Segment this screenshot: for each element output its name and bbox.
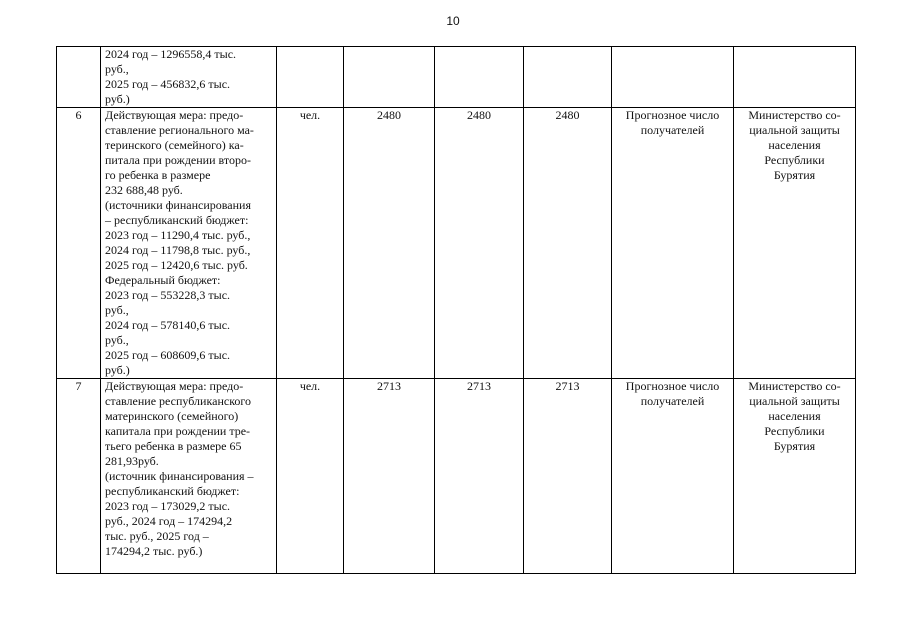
page-number: 10: [446, 14, 460, 28]
description-line: тьего ребенка в размере 65: [105, 439, 242, 453]
description-line: Действующая мера: предо-: [105, 108, 244, 122]
description-line: ставление республиканского: [105, 394, 252, 408]
description-line: питала при рождении второ-: [105, 153, 251, 167]
description-line: руб.): [105, 92, 130, 106]
org-line: Министерство со-: [748, 108, 841, 122]
row-number-cell: [57, 47, 101, 108]
description-line: 2023 год – 553228,3 тыс.: [105, 288, 231, 302]
description-line: Федеральный бюджет:: [105, 273, 221, 287]
unit-cell: [277, 47, 344, 108]
description-line: капитала при рождении тре-: [105, 424, 251, 438]
org-line: населения: [768, 138, 821, 152]
description-line: 2023 год – 173029,2 тыс.: [105, 499, 231, 513]
value-cell-2025: 2480: [524, 108, 612, 379]
note-line: получателей: [640, 123, 705, 137]
description-line: республиканский бюджет:: [105, 484, 240, 498]
measures-table: [56, 46, 856, 574]
org-line: циальной защиты: [749, 123, 840, 137]
description-line: го ребенка в размере: [105, 168, 211, 182]
description-line: теринского (семейного) ка-: [105, 138, 244, 152]
description-line: ставление регионального ма-: [105, 123, 254, 137]
description-line: 2025 год – 608609,6 тыс.: [105, 348, 231, 362]
note-line: получателей: [640, 394, 705, 408]
description-line: (источник финансирования –: [105, 469, 254, 483]
description-line: 2025 год – 12420,6 тыс. руб.: [105, 258, 248, 272]
description-line: 2023 год – 11290,4 тыс. руб.,: [105, 228, 251, 242]
description-line: 232 688,48 руб.: [105, 183, 183, 197]
org-line: населения: [768, 409, 821, 423]
table-row: [57, 379, 856, 574]
org-line: Республики: [764, 153, 825, 167]
org-line: Республики: [764, 424, 825, 438]
measure-description-cell: [101, 108, 277, 379]
description-line: 2024 год – 11798,8 тыс. руб.,: [105, 243, 251, 257]
description-line: руб.): [105, 363, 130, 377]
measure-description-cell: [101, 47, 277, 108]
table-row: [57, 47, 856, 108]
value-cell-2024: [435, 47, 524, 108]
description-line: тыс. руб., 2025 год –: [105, 529, 209, 543]
org-line: Министерство со-: [748, 379, 841, 393]
description-line: – республиканский бюджет:: [105, 213, 249, 227]
description-line: руб.,: [105, 333, 129, 347]
description-line: Действующая мера: предо-: [105, 379, 244, 393]
value-cell-2023: 2480: [344, 108, 435, 379]
description-line: 281,93руб.: [105, 454, 159, 468]
description-line: руб., 2024 год – 174294,2: [105, 514, 233, 528]
description-line: руб.,: [105, 303, 129, 317]
note-cell: [612, 47, 734, 108]
description-line: руб.,: [105, 62, 129, 76]
description-line: 174294,2 тыс. руб.): [105, 544, 203, 558]
note-cell: [612, 108, 734, 379]
description-line: материнского (семейного): [105, 409, 239, 423]
value-cell-2025: 2713: [524, 379, 612, 574]
unit-cell: чел.: [277, 108, 344, 379]
description-line: 2024 год – 1296558,4 тыс.: [105, 47, 237, 61]
description-line: 2024 год – 578140,6 тыс.: [105, 318, 231, 332]
description-line: 2025 год – 456832,6 тыс.: [105, 77, 231, 91]
description-line: (источники финансирования: [105, 198, 251, 212]
value-cell-2025: [524, 47, 612, 108]
value-cell-2023: [344, 47, 435, 108]
org-line: Бурятия: [773, 439, 816, 453]
value-cell-2023: 2713: [344, 379, 435, 574]
table-row: [57, 108, 856, 379]
responsible-org-cell: [734, 47, 856, 108]
unit-cell: чел.: [277, 379, 344, 574]
row-number-cell: 7: [57, 379, 101, 574]
responsible-org-cell: [734, 108, 856, 379]
note-cell: [612, 379, 734, 574]
value-cell-2024: 2480: [435, 108, 524, 379]
note-line: Прогнозное число: [625, 379, 720, 393]
note-line: Прогнозное число: [625, 108, 720, 122]
row-number-cell: 6: [57, 108, 101, 379]
org-line: Бурятия: [773, 168, 816, 182]
measure-description-cell: [101, 379, 277, 574]
value-cell-2024: 2713: [435, 379, 524, 574]
responsible-org-cell: [734, 379, 856, 574]
org-line: циальной защиты: [749, 394, 840, 408]
